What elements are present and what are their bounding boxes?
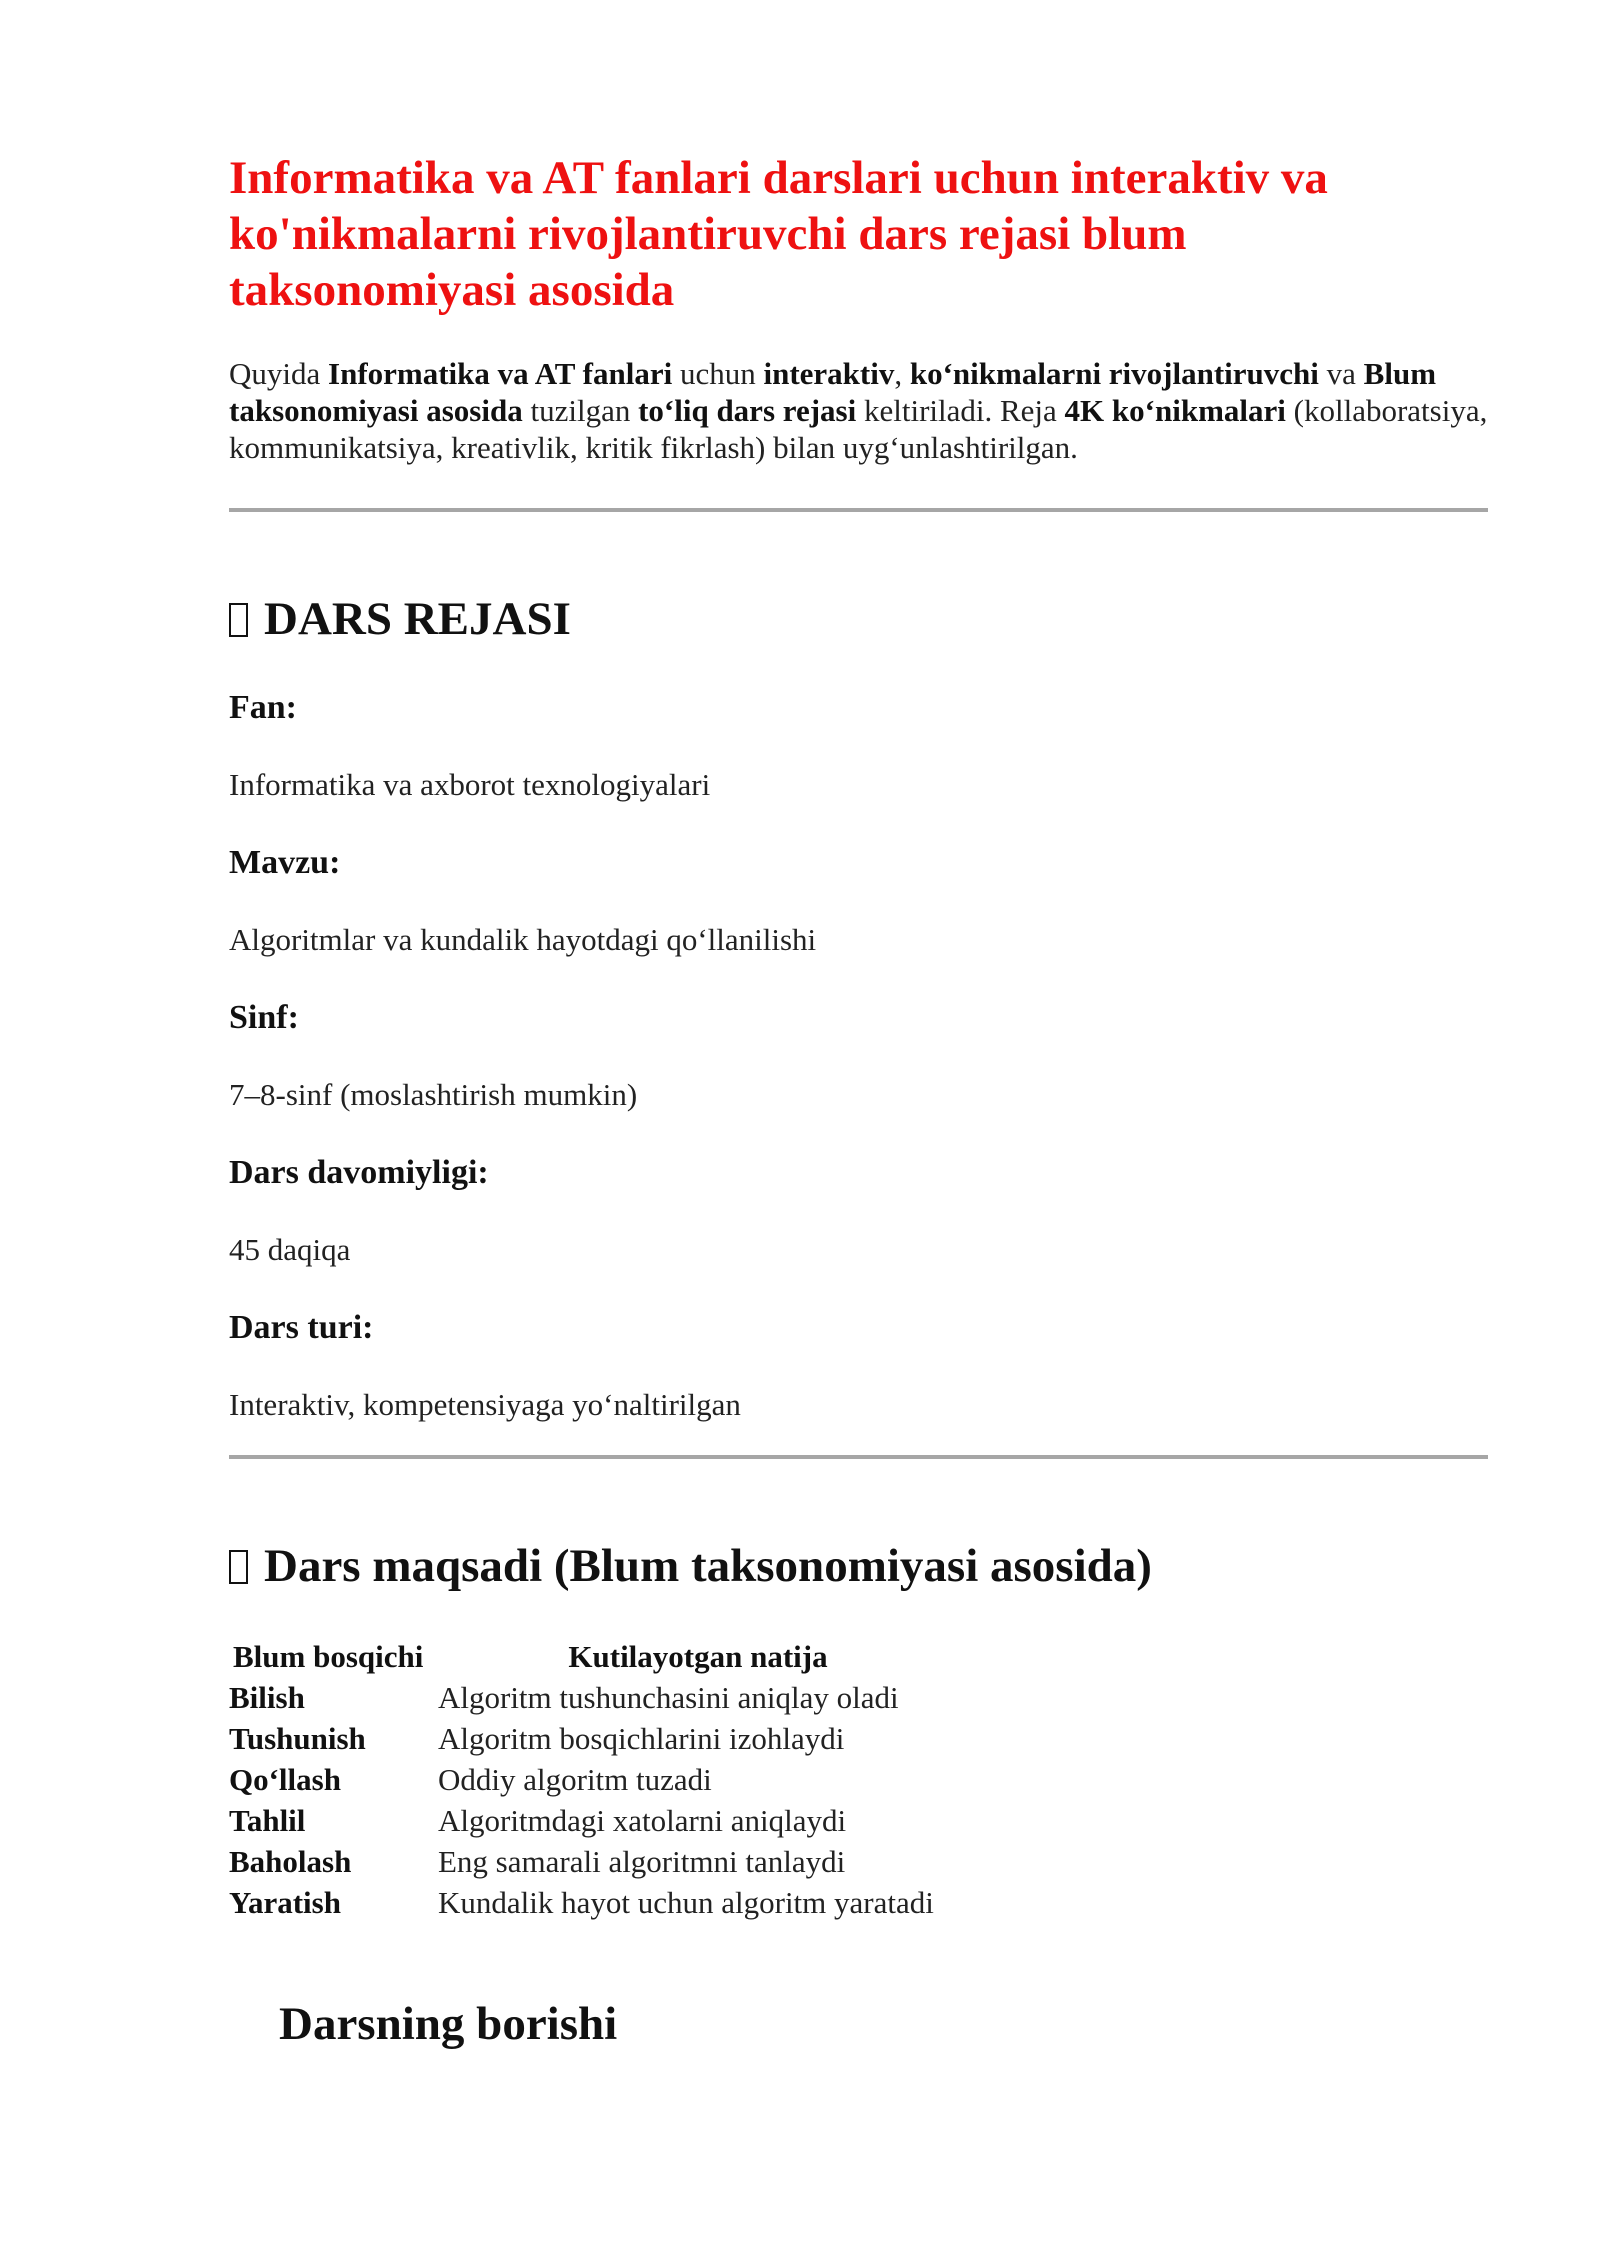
table-row: [229, 1677, 1108, 1718]
table-cell-stage: Tushunish: [229, 1721, 366, 1756]
field-value-sinf: 7–8-sinf (moslashtirish mumkin): [229, 1077, 638, 1112]
table-cell-stage: Baholash: [229, 1844, 352, 1879]
table-cell-outcome: Oddiy algoritm tuzadi: [438, 1762, 712, 1797]
field-label-fan: Fan:: [229, 689, 297, 726]
table-row: [229, 1841, 1108, 1882]
table-row: [229, 1800, 1108, 1841]
field-label-dars-turi: Dars turi:: [229, 1309, 374, 1346]
section-heading-dars-maqsadi: [229, 1538, 1152, 1594]
section-heading-darsning-borishi: Darsning borishi: [279, 1998, 618, 2050]
blum-table: [229, 1636, 1108, 1923]
intro-bold: 4K koʻnikmalari: [1064, 393, 1286, 428]
field-value-fan: Informatika va axborot texnologiyalari: [229, 767, 711, 802]
field-value-dars-davomiyligi: 45 daqiqa: [229, 1232, 351, 1267]
table-cell-stage: Qoʻllash: [229, 1762, 341, 1797]
table-cell-outcome: Eng samarali algoritmni tanlaydi: [438, 1844, 846, 1879]
field-label-sinf: Sinf:: [229, 999, 299, 1036]
intro-text: ,: [894, 356, 910, 391]
table-cell-outcome: Algoritm tushunchasini aniqlay oladi: [438, 1680, 899, 1715]
table-row: [229, 1882, 1108, 1923]
intro-bold: koʻnikmalarni rivojlantiruvchi: [909, 356, 1319, 391]
horizontal-rule: [229, 1455, 1488, 1459]
intro-text: keltiriladi. Reja: [856, 393, 1065, 428]
section-heading-dars-rejasi: [229, 591, 571, 647]
table-header-kutilayotgan-natija: Kutilayotgan natija: [568, 1639, 828, 1674]
table-cell-outcome: Algoritmdagi xatolarni aniqlaydi: [438, 1803, 847, 1838]
intro-text: tuzilgan: [522, 393, 639, 428]
table-row: [229, 1759, 1108, 1800]
intro-text: Quyida: [229, 356, 329, 391]
horizontal-rule: [229, 508, 1488, 512]
intro-bold: toʻliq dars rejasi: [638, 393, 857, 428]
intro-bold: Blum taksonomiyasi asosida: [229, 356, 1437, 428]
intro-text: uchun: [672, 356, 764, 391]
intro-text: (kollaboratsiya, kommunikatsiya, kreativlik, kritik fikrlash) bilan uygʻunlashtirilgan.: [229, 393, 1488, 465]
table-row: [229, 1718, 1108, 1759]
intro-paragraph: [229, 355, 1489, 466]
table-cell-stage: Bilish: [229, 1680, 305, 1715]
table-cell-outcome: Kundalik hayot uchun algoritm yaratadi: [438, 1885, 934, 1920]
field-value-mavzu: Algoritmlar va kundalik hayotdagi qoʻllanilishi: [229, 922, 817, 957]
table-cell-outcome: Algoritm bosqichlarini izohlaydi: [438, 1721, 845, 1756]
missing-glyph-icon: [229, 1550, 248, 1584]
intro-text: va: [1318, 356, 1364, 391]
document-title: Informatika va AT fanlari darslari uchun interaktiv va ko'nikmalarni rivojlantiruvchi dars rejasi blum taksonomiyasi asosida: [229, 152, 1328, 316]
field-label-dars-davomiyligi: Dars davomiyligi:: [229, 1154, 489, 1191]
table-cell-stage: Tahlil: [229, 1803, 306, 1838]
intro-bold: Informatika va AT fanlari: [328, 356, 673, 391]
table-header-row: [229, 1636, 1108, 1677]
field-value-dars-turi: Interaktiv, kompetensiyaga yoʻnaltirilgan: [229, 1387, 741, 1422]
table-cell-stage: Yaratish: [229, 1885, 341, 1920]
field-label-mavzu: Mavzu:: [229, 844, 341, 881]
missing-glyph-icon: [229, 603, 248, 637]
table-header-blum-bosqichi: Blum bosqichi: [233, 1639, 424, 1674]
section-heading-text: DARS REJASI: [264, 593, 571, 645]
section-heading-text: Dars maqsadi (Blum taksonomiyasi asosida): [264, 1540, 1152, 1592]
intro-bold: interaktiv: [763, 356, 895, 391]
